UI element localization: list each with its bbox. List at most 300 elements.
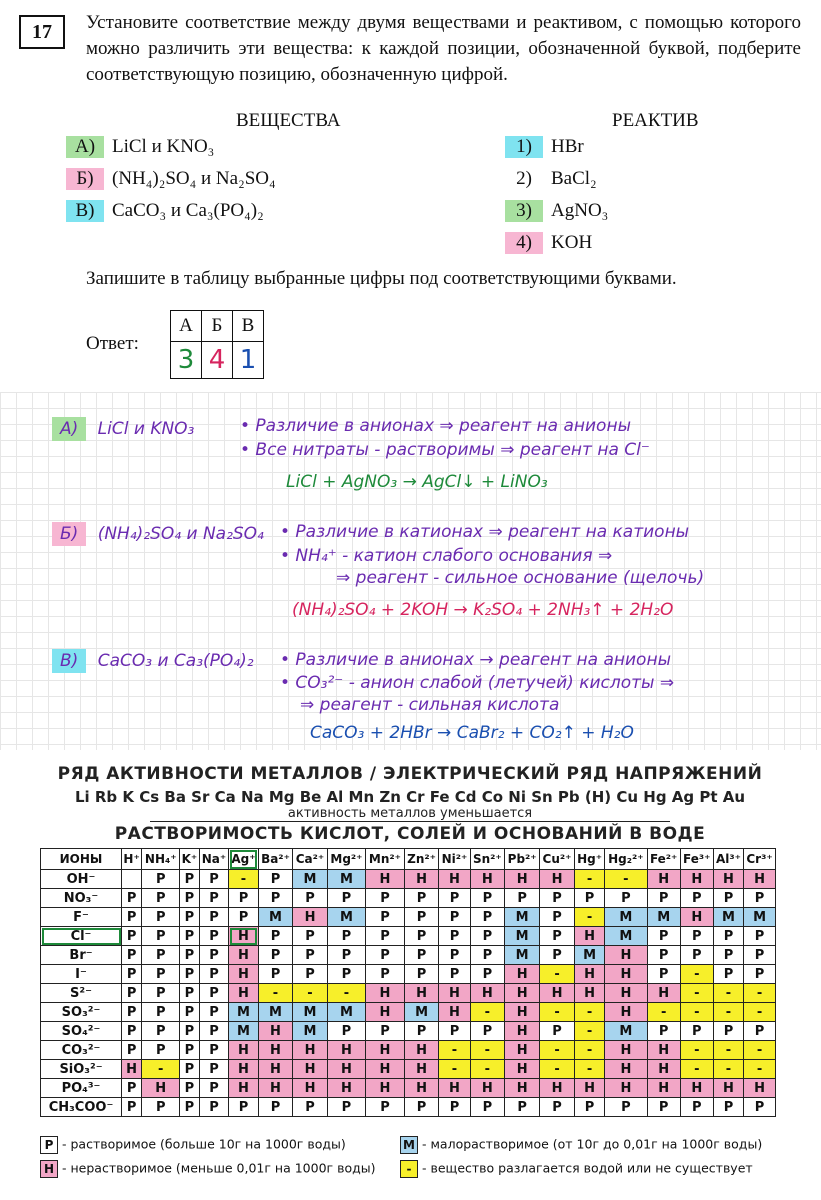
solubility-cell: - bbox=[540, 1003, 575, 1022]
substance-c bbox=[66, 197, 276, 225]
cation-header: Hg⁺ bbox=[574, 849, 604, 870]
solubility-cell: M bbox=[505, 908, 540, 927]
solubility-cell: P bbox=[713, 889, 743, 908]
solubility-cell: P bbox=[142, 946, 180, 965]
solubility-row bbox=[41, 1003, 776, 1022]
anion-header: Cl⁻ bbox=[41, 927, 122, 946]
solubility-cell: P bbox=[229, 889, 258, 908]
anion-header: I⁻ bbox=[41, 965, 122, 984]
solubility-cell: - bbox=[744, 1060, 776, 1079]
solubility-cell: P bbox=[142, 965, 180, 984]
solubility-cell: - bbox=[605, 870, 647, 889]
solubility-cell: H bbox=[470, 984, 505, 1003]
solubility-row bbox=[41, 870, 776, 889]
solubility-cell: P bbox=[293, 1098, 327, 1117]
answer-cell-a[interactable]: 3 bbox=[171, 342, 202, 379]
solubility-cell: H bbox=[505, 965, 540, 984]
solubility-cell: P bbox=[366, 1098, 404, 1117]
solubility-cell: H bbox=[605, 1060, 647, 1079]
solubility-cell: P bbox=[180, 1060, 199, 1079]
solubility-cell: H bbox=[680, 1079, 713, 1098]
solubility-cell: H bbox=[439, 984, 470, 1003]
anion-header: NO₃⁻ bbox=[41, 889, 122, 908]
solubility-cell: P bbox=[258, 927, 293, 946]
solubility-cell: - bbox=[540, 965, 575, 984]
legend-x-text: - вещество разлагается водой или не существует bbox=[422, 1160, 753, 1176]
tag-b: Б) bbox=[66, 168, 104, 190]
solubility-cell: H bbox=[713, 1079, 743, 1098]
solubility-cell: P bbox=[199, 1098, 229, 1117]
solubility-cell: - bbox=[439, 1060, 470, 1079]
solubility-cell: H bbox=[258, 1041, 293, 1060]
solubility-cell: P bbox=[142, 889, 180, 908]
solubility-cell: M bbox=[404, 1003, 439, 1022]
anion-header: SO₄²⁻ bbox=[41, 1022, 122, 1041]
solubility-cell: - bbox=[142, 1060, 180, 1079]
solubility-cell: P bbox=[293, 927, 327, 946]
tag-2: 2) bbox=[516, 168, 532, 189]
cation-header: Zn²⁺ bbox=[404, 849, 439, 870]
solubility-cell: P bbox=[366, 889, 404, 908]
solubility-cell: H bbox=[540, 870, 575, 889]
solubility-cell: P bbox=[439, 1098, 470, 1117]
solubility-cell: - bbox=[574, 1003, 604, 1022]
solubility-cell: P bbox=[199, 946, 229, 965]
solubility-cell: P bbox=[404, 965, 439, 984]
solubility-cell: P bbox=[142, 1041, 180, 1060]
solubility-cell: - bbox=[680, 1041, 713, 1060]
solubility-cell: M bbox=[605, 927, 647, 946]
solubility-corner: ИОНЫ bbox=[41, 849, 122, 870]
solubility-cell: H bbox=[327, 1079, 366, 1098]
note-a-header bbox=[52, 417, 194, 441]
answer-header-c: В bbox=[233, 311, 264, 342]
solubility-cell: H bbox=[505, 870, 540, 889]
solubility-cell: P bbox=[540, 946, 575, 965]
cation-header: Fe³⁺ bbox=[680, 849, 713, 870]
reagent-2-text: BaCl₂ bbox=[551, 168, 597, 189]
solubility-cell: P bbox=[180, 984, 199, 1003]
solubility-cell: H bbox=[505, 1022, 540, 1041]
solubility-cell: M bbox=[505, 946, 540, 965]
solubility-cell: P bbox=[327, 1098, 366, 1117]
solubility-row bbox=[41, 889, 776, 908]
solubility-cell: P bbox=[366, 965, 404, 984]
solubility-cell: - bbox=[540, 1060, 575, 1079]
solubility-cell: H bbox=[142, 1079, 180, 1098]
solubility-cell: P bbox=[199, 984, 229, 1003]
solubility-cell: P bbox=[540, 1022, 575, 1041]
solubility-cell: H bbox=[293, 1041, 327, 1060]
solubility-row bbox=[41, 1022, 776, 1041]
solubility-cell: P bbox=[142, 870, 180, 889]
solubility-cell: P bbox=[744, 889, 776, 908]
solubility-cell: M bbox=[744, 908, 776, 927]
solubility-cell: H bbox=[366, 1041, 404, 1060]
solubility-cell: M bbox=[713, 908, 743, 927]
solubility-cell: - bbox=[470, 1041, 505, 1060]
solubility-header-row bbox=[41, 849, 776, 870]
solubility-cell: P bbox=[744, 965, 776, 984]
solubility-cell: P bbox=[680, 946, 713, 965]
cation-header: H⁺ bbox=[122, 849, 142, 870]
solubility-cell: P bbox=[327, 889, 366, 908]
answer-label: Ответ: bbox=[86, 333, 139, 354]
solubility-cell: P bbox=[505, 1098, 540, 1117]
solubility-cell: P bbox=[366, 908, 404, 927]
solubility-cell: H bbox=[680, 908, 713, 927]
solubility-cell: H bbox=[258, 1079, 293, 1098]
solubility-cell: H bbox=[605, 1041, 647, 1060]
solubility-cell: P bbox=[713, 946, 743, 965]
anion-header: CH₃COO⁻ bbox=[41, 1098, 122, 1117]
note-b-line3: ⇒ реагент - сильное основание (щелочь) bbox=[336, 568, 705, 588]
solubility-cell: H bbox=[605, 1079, 647, 1098]
solubility-cell: P bbox=[122, 927, 142, 946]
solubility-cell: H bbox=[744, 1079, 776, 1098]
note-c-equation: CaCO₃ + 2HBr → CaBr₂ + CO₂↑ + H₂O bbox=[310, 723, 634, 743]
solubility-cell: P bbox=[439, 946, 470, 965]
solubility-cell: P bbox=[122, 965, 142, 984]
tag-1: 1) bbox=[505, 136, 543, 158]
solubility-cell: P bbox=[142, 984, 180, 1003]
solubility-row bbox=[41, 1079, 776, 1098]
solubility-cell: H bbox=[229, 1041, 258, 1060]
solubility-cell: H bbox=[293, 908, 327, 927]
solubility-cell: P bbox=[744, 946, 776, 965]
solubility-cell: P bbox=[142, 908, 180, 927]
solubility-cell: H bbox=[505, 984, 540, 1003]
solubility-cell: H bbox=[574, 965, 604, 984]
solubility-cell: P bbox=[229, 908, 258, 927]
solubility-cell: P bbox=[647, 965, 680, 984]
solubility-cell: H bbox=[470, 1079, 505, 1098]
solubility-cell: H bbox=[293, 1079, 327, 1098]
solubility-cell: P bbox=[180, 1041, 199, 1060]
solubility-cell: P bbox=[122, 984, 142, 1003]
solubility-cell: P bbox=[180, 1098, 199, 1117]
answer-table bbox=[170, 310, 264, 379]
note-c-label: В) bbox=[52, 649, 86, 673]
solubility-cell: P bbox=[180, 1003, 199, 1022]
note-c-line2: • CO₃²⁻ - анион слабой (летучей) кислоты ⇒ bbox=[280, 673, 675, 693]
solubility-cell: P bbox=[258, 946, 293, 965]
cation-header: Mg²⁺ bbox=[327, 849, 366, 870]
solubility-cell: P bbox=[142, 1098, 180, 1117]
answer-cell-c[interactable]: 1 bbox=[233, 342, 264, 379]
solubility-table bbox=[40, 848, 776, 1117]
solubility-cell: P bbox=[180, 889, 199, 908]
solubility-cell: - bbox=[540, 1041, 575, 1060]
solubility-cell: P bbox=[540, 889, 575, 908]
solubility-cell: P bbox=[713, 927, 743, 946]
reagent-3 bbox=[505, 197, 608, 225]
tag-c: В) bbox=[66, 200, 104, 222]
solubility-cell: H bbox=[404, 1041, 439, 1060]
solubility-cell: H bbox=[439, 1003, 470, 1022]
solubility-cell: - bbox=[293, 984, 327, 1003]
solubility-cell: P bbox=[404, 908, 439, 927]
note-b-title: (NH₄)₂SO₄ и Na₂SO₄ bbox=[97, 524, 264, 544]
solubility-cell: P bbox=[680, 927, 713, 946]
solubility-row bbox=[41, 908, 776, 927]
answer-header-a: А bbox=[171, 311, 202, 342]
solubility-cell: H bbox=[470, 870, 505, 889]
solubility-cell: P bbox=[199, 908, 229, 927]
solubility-cell: P bbox=[470, 946, 505, 965]
reference-block bbox=[30, 764, 790, 844]
solubility-cell: P bbox=[540, 908, 575, 927]
note-a-title: LiCl и KNO₃ bbox=[97, 419, 195, 439]
solubility-cell: - bbox=[470, 1003, 505, 1022]
solubility-cell: P bbox=[199, 965, 229, 984]
solubility-cell: H bbox=[229, 946, 258, 965]
solubility-row bbox=[41, 1060, 776, 1079]
solubility-cell: P bbox=[744, 927, 776, 946]
legend-m-text: - малорастворимое (от 10г до 0,01г на 1000г воды) bbox=[422, 1136, 763, 1152]
answer-cell-b[interactable]: 4 bbox=[202, 342, 233, 379]
solubility-cell: H bbox=[404, 984, 439, 1003]
solubility-cell: H bbox=[439, 870, 470, 889]
tag-3: 3) bbox=[505, 200, 543, 222]
solubility-cell: - bbox=[258, 984, 293, 1003]
anion-header: S²⁻ bbox=[41, 984, 122, 1003]
solubility-cell: H bbox=[505, 1079, 540, 1098]
solubility-cell: P bbox=[404, 927, 439, 946]
anion-header: OH⁻ bbox=[41, 870, 122, 889]
solubility-cell: H bbox=[229, 965, 258, 984]
solubility-cell: H bbox=[366, 1079, 404, 1098]
solubility-cell: P bbox=[404, 1098, 439, 1117]
solubility-cell: P bbox=[713, 1022, 743, 1041]
solubility-row bbox=[41, 984, 776, 1003]
solubility-cell: P bbox=[258, 870, 293, 889]
solubility-cell: P bbox=[122, 946, 142, 965]
substance-b bbox=[66, 165, 276, 193]
solubility-cell: P bbox=[229, 1098, 258, 1117]
reagents-list bbox=[505, 133, 608, 257]
solubility-row bbox=[41, 965, 776, 984]
note-b-label: Б) bbox=[52, 522, 86, 546]
solubility-cell: P bbox=[122, 1041, 142, 1060]
solubility-cell: P bbox=[680, 1022, 713, 1041]
solubility-cell: H bbox=[366, 1060, 404, 1079]
solubility-cell: P bbox=[744, 1022, 776, 1041]
legend-h-swatch: H bbox=[40, 1160, 58, 1178]
solubility-cell: M bbox=[258, 1003, 293, 1022]
solubility-cell: H bbox=[574, 984, 604, 1003]
solubility-cell: H bbox=[744, 870, 776, 889]
solubility-cell: H bbox=[574, 927, 604, 946]
solubility-cell: P bbox=[647, 1022, 680, 1041]
legend-x-swatch: - bbox=[400, 1160, 418, 1178]
solubility-cell: P bbox=[122, 1079, 142, 1098]
solubility-cell: P bbox=[327, 1022, 366, 1041]
solubility-cell: P bbox=[293, 965, 327, 984]
solubility-cell: P bbox=[180, 870, 199, 889]
tag-4: 4) bbox=[505, 232, 543, 254]
anion-header: CO₃²⁻ bbox=[41, 1041, 122, 1060]
solubility-cell: H bbox=[366, 870, 404, 889]
note-b-line1: • Различие в катионах ⇒ реагент на катионы bbox=[280, 522, 690, 542]
solubility-cell: P bbox=[199, 927, 229, 946]
substances-list bbox=[66, 133, 276, 225]
solubility-cell: - bbox=[439, 1041, 470, 1060]
solubility-cell: P bbox=[470, 908, 505, 927]
solubility-cell: - bbox=[574, 1060, 604, 1079]
solubility-cell: H bbox=[647, 1060, 680, 1079]
solubility-cell: P bbox=[439, 889, 470, 908]
solubility-cell: P bbox=[142, 1022, 180, 1041]
solubility-cell: P bbox=[258, 1098, 293, 1117]
solubility-cell: P bbox=[180, 1079, 199, 1098]
note-c-title: CaCO₃ и Ca₃(PO₄)₂ bbox=[97, 651, 254, 671]
cation-header: Na⁺ bbox=[199, 849, 229, 870]
solubility-cell: P bbox=[258, 889, 293, 908]
solubility-cell: P bbox=[470, 927, 505, 946]
solubility-cell: P bbox=[470, 1022, 505, 1041]
anion-header: SiO₃²⁻ bbox=[41, 1060, 122, 1079]
solubility-cell: P bbox=[439, 1022, 470, 1041]
note-a-label: А) bbox=[52, 417, 86, 441]
legend-m-swatch: M bbox=[400, 1136, 418, 1154]
note-b-equation: (NH₄)₂SO₄ + 2KOH → K₂SO₄ + 2NH₃↑ + 2H₂O bbox=[292, 600, 674, 620]
solubility-cell: M bbox=[293, 870, 327, 889]
solubility-cell: P bbox=[180, 946, 199, 965]
solubility-row bbox=[41, 1098, 776, 1117]
solubility-cell: P bbox=[366, 927, 404, 946]
solubility-cell: H bbox=[439, 1079, 470, 1098]
cation-header: Cu²⁺ bbox=[540, 849, 575, 870]
solubility-cell: H bbox=[293, 1060, 327, 1079]
solubility-cell: P bbox=[680, 1098, 713, 1117]
activity-note: активность металлов уменьшается bbox=[150, 806, 670, 822]
anion-header: SO₃²⁻ bbox=[41, 1003, 122, 1022]
solubility-cell: P bbox=[180, 965, 199, 984]
substances-header: ВЕЩЕСТВА bbox=[236, 110, 341, 131]
solubility-cell: M bbox=[258, 908, 293, 927]
solubility-cell: H bbox=[258, 1060, 293, 1079]
anion-header: F⁻ bbox=[41, 908, 122, 927]
solubility-cell: P bbox=[180, 1022, 199, 1041]
substance-b-text: (NH₄)₂SO₄ и Na₂SO₄ bbox=[112, 168, 276, 189]
solubility-cell: P bbox=[327, 965, 366, 984]
solubility-cell: - bbox=[680, 1060, 713, 1079]
solubility-title: РАСТВОРИМОСТЬ КИСЛОТ, СОЛЕЙ И ОСНОВАНИЙ В ВОДЕ bbox=[114, 824, 706, 844]
solubility-cell: M bbox=[605, 1022, 647, 1041]
solubility-cell: H bbox=[574, 1079, 604, 1098]
solubility-cell: H bbox=[713, 870, 743, 889]
solubility-cell: P bbox=[180, 927, 199, 946]
solubility-cell: H bbox=[122, 1060, 142, 1079]
solubility-row bbox=[41, 1041, 776, 1060]
solubility-cell: H bbox=[229, 1079, 258, 1098]
reagent-1 bbox=[505, 133, 608, 161]
solubility-cell: H bbox=[540, 984, 575, 1003]
solubility-cell: H bbox=[404, 1060, 439, 1079]
solubility-cell: - bbox=[713, 1003, 743, 1022]
solubility-cell: P bbox=[647, 927, 680, 946]
solubility-cell: M bbox=[574, 946, 604, 965]
cation-header: NH₄⁺ bbox=[142, 849, 180, 870]
substance-c-text: CaCO₃ и Ca₃(PO₄)₂ bbox=[112, 200, 264, 221]
substance-a-text: LiCl и KNO₃ bbox=[112, 136, 215, 157]
solubility-cell: P bbox=[404, 946, 439, 965]
solubility-cell: - bbox=[647, 1003, 680, 1022]
solubility-cell: M bbox=[229, 1003, 258, 1022]
solubility-cell: P bbox=[199, 1041, 229, 1060]
solubility-cell: - bbox=[229, 870, 258, 889]
legend-h-text: - нерастворимое (меньше 0,01г на 1000г воды) bbox=[62, 1160, 376, 1176]
solubility-cell: H bbox=[505, 1060, 540, 1079]
legend-soluble bbox=[40, 1136, 346, 1154]
solubility-cell: M bbox=[605, 908, 647, 927]
solubility-cell: P bbox=[470, 1098, 505, 1117]
solubility-cell: H bbox=[327, 1041, 366, 1060]
note-c-header bbox=[52, 649, 254, 673]
solubility-row bbox=[41, 927, 776, 946]
activity-title: РЯД АКТИВНОСТИ МЕТАЛЛОВ / ЭЛЕКТРИЧЕСКИЙ РЯД НАПРЯЖЕНИЙ bbox=[57, 764, 763, 784]
solubility-cell: H bbox=[229, 984, 258, 1003]
cation-header: Ba²⁺ bbox=[258, 849, 293, 870]
solubility-cell: P bbox=[366, 946, 404, 965]
solubility-cell: - bbox=[744, 984, 776, 1003]
solubility-cell: M bbox=[327, 908, 366, 927]
solubility-cell: P bbox=[439, 908, 470, 927]
reagent-4 bbox=[505, 229, 608, 257]
solubility-cell: P bbox=[713, 965, 743, 984]
solubility-cell: P bbox=[199, 870, 229, 889]
cation-header: Mn²⁺ bbox=[366, 849, 404, 870]
solubility-cell: P bbox=[744, 1098, 776, 1117]
solubility-cell: P bbox=[647, 946, 680, 965]
solubility-cell: P bbox=[199, 889, 229, 908]
reagent-1-text: HBr bbox=[551, 136, 584, 157]
cation-header: Fe²⁺ bbox=[647, 849, 680, 870]
solubility-cell: H bbox=[605, 1003, 647, 1022]
solubility-cell: P bbox=[680, 889, 713, 908]
cation-header: Ca²⁺ bbox=[293, 849, 327, 870]
solubility-cell: P bbox=[327, 927, 366, 946]
solubility-cell: P bbox=[293, 889, 327, 908]
solubility-cell: P bbox=[142, 927, 180, 946]
task-text: Установите соответствие между двумя веществами и реактивом, с помощью которого можно различить эти вещества: к каждой позиции, обозначенной буквой, подберите соответствующую позицию, обозначенную цифрой. bbox=[86, 12, 801, 85]
solubility-cell: M bbox=[327, 870, 366, 889]
solubility-cell: M bbox=[505, 927, 540, 946]
solubility-cell: H bbox=[647, 984, 680, 1003]
solubility-cell: H bbox=[327, 1060, 366, 1079]
legend-decomposes bbox=[400, 1160, 753, 1178]
solubility-cell: - bbox=[574, 1041, 604, 1060]
solubility-cell: P bbox=[470, 965, 505, 984]
solubility-cell: H bbox=[366, 1003, 404, 1022]
solubility-cell: P bbox=[713, 1098, 743, 1117]
solubility-cell: P bbox=[647, 889, 680, 908]
note-a-line2: • Все нитраты - растворимы ⇒ реагент на Cl⁻ bbox=[240, 440, 650, 460]
solubility-cell: P bbox=[404, 889, 439, 908]
solubility-cell: P bbox=[122, 908, 142, 927]
solubility-cell: P bbox=[199, 1079, 229, 1098]
solubility-cell: M bbox=[647, 908, 680, 927]
solubility-cell: P bbox=[605, 1098, 647, 1117]
solubility-cell: - bbox=[327, 984, 366, 1003]
note-b-header bbox=[52, 522, 264, 546]
solubility-cell: P bbox=[142, 1003, 180, 1022]
solubility-cell: H bbox=[647, 1079, 680, 1098]
solubility-cell: H bbox=[229, 1060, 258, 1079]
solubility-cell: H bbox=[647, 870, 680, 889]
solubility-cell: P bbox=[574, 1098, 604, 1117]
